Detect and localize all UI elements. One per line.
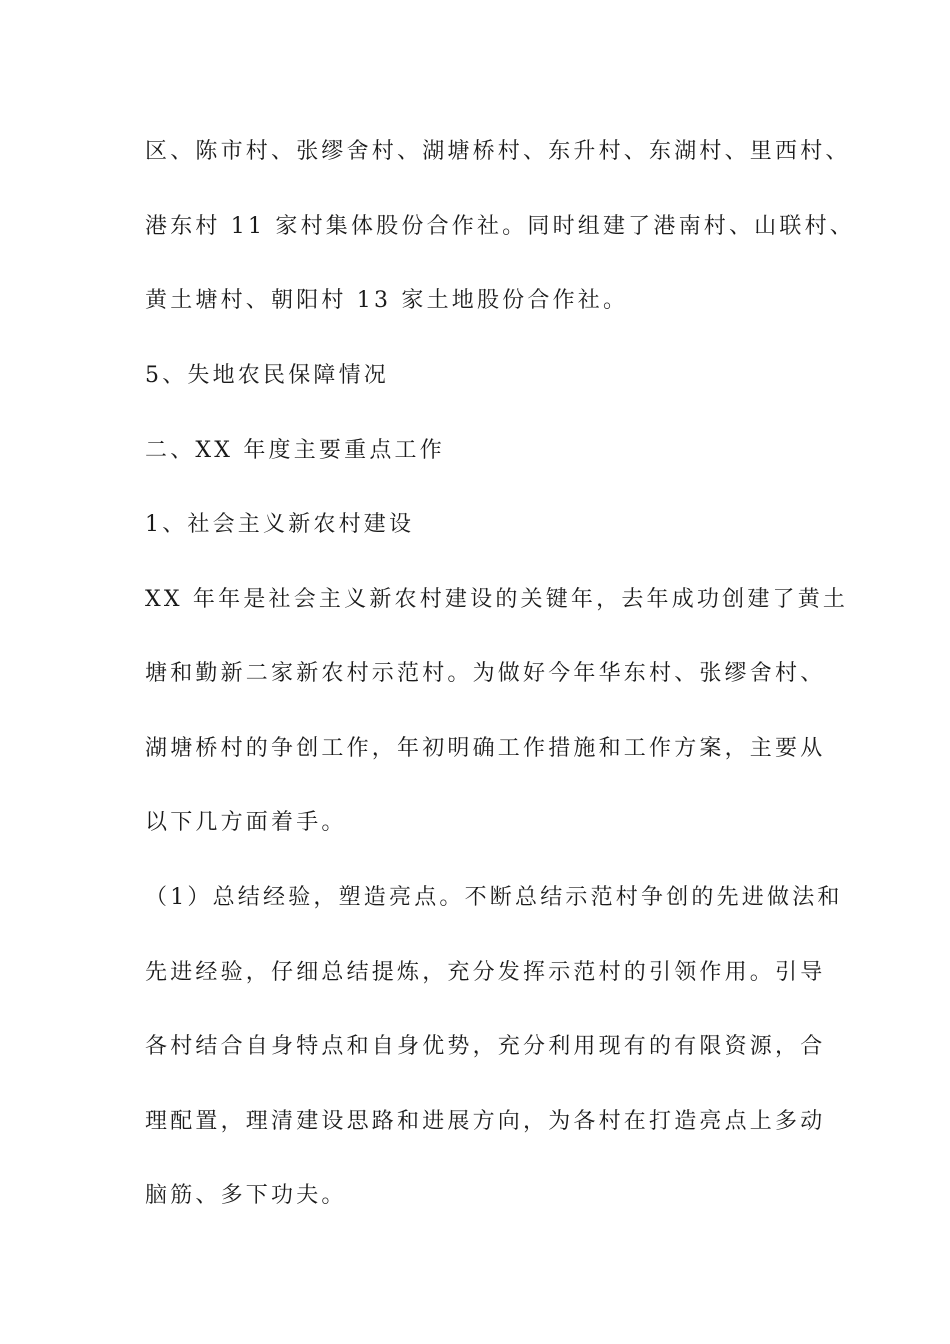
body-text-line: 塘和勤新二家新农村示范村。为做好今年华东村、张缪舍村、 <box>145 661 826 686</box>
body-text-line: 湖塘桥村的争创工作，年初明确工作措施和工作方案，主要从 <box>145 736 826 761</box>
section-heading: 1、社会主义新农村建设 <box>145 512 415 537</box>
body-text-line: 港东村 11 家村集体股份合作社。同时组建了港南村、山联村、 <box>145 214 855 239</box>
body-text-line: 黄土塘村、朝阳村 13 家土地股份合作社。 <box>145 288 629 313</box>
body-text-line: 脑筋、多下功夫。 <box>145 1183 347 1208</box>
body-text-line: 先进经验，仔细总结提炼，充分发挥示范村的引领作用。引导 <box>145 960 826 985</box>
section-heading: 二、XX 年度主要重点工作 <box>145 438 445 463</box>
body-text-line: 以下几方面着手。 <box>145 810 347 835</box>
body-text-line: 区、陈市村、张缪舍村、湖塘桥村、东升村、东湖村、里西村、 <box>145 139 851 164</box>
body-text-line: 理配置，理清建设思路和进展方向，为各村在打造亮点上多动 <box>145 1109 826 1134</box>
body-text-line: （1）总结经验，塑造亮点。不断总结示范村争创的先进做法和 <box>145 885 843 910</box>
section-heading: 5、失地农民保障情况 <box>145 363 389 388</box>
body-text-line: XX 年年是社会主义新农村建设的关键年，去年成功创建了黄土 <box>145 587 849 612</box>
body-text-line: 各村结合自身特点和自身优势，充分利用现有的有限资源，合 <box>145 1034 826 1059</box>
